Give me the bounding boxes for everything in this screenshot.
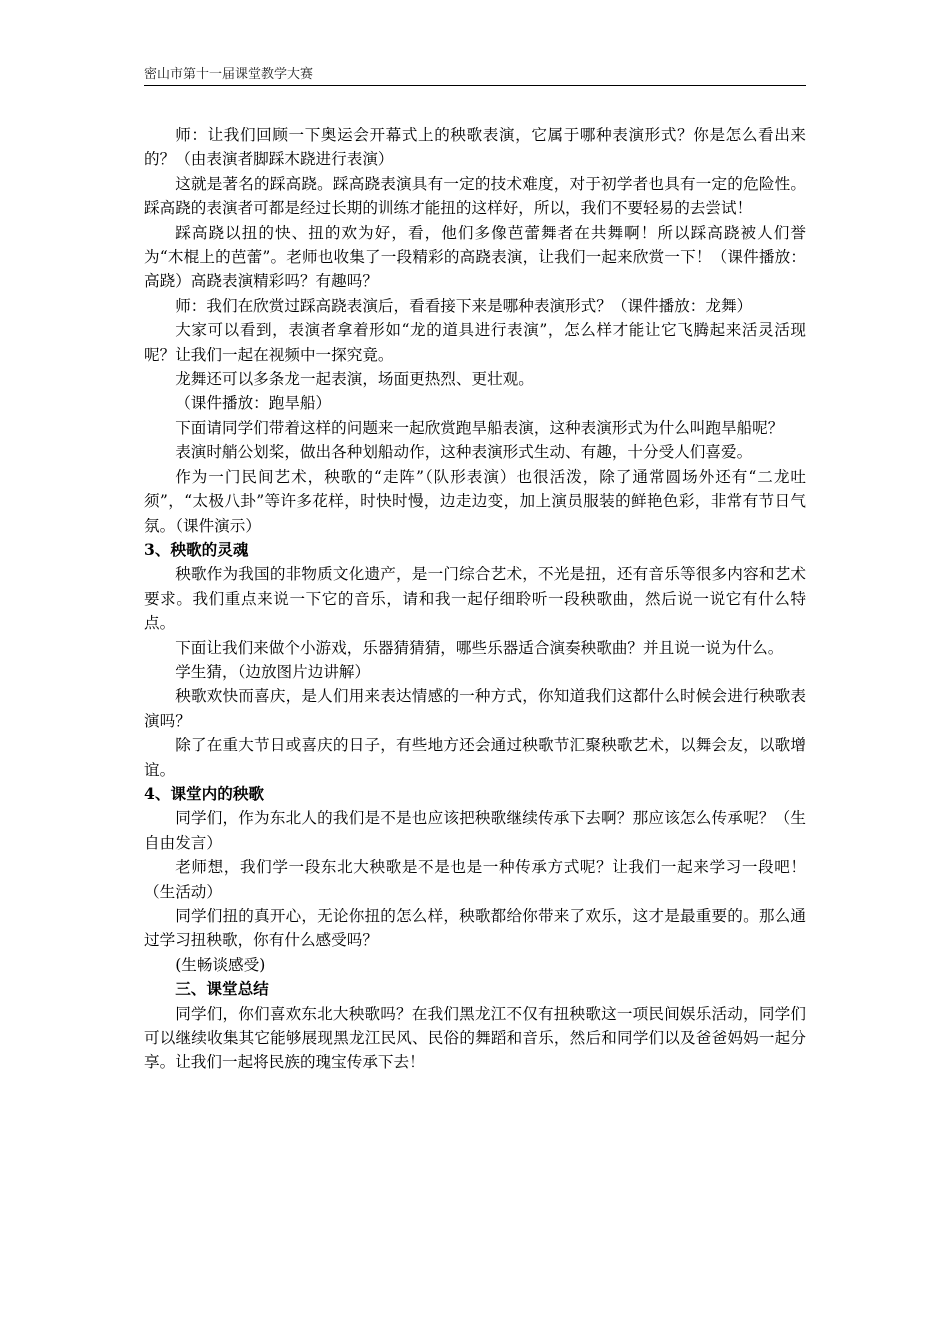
paragraph: 表演时艄公划桨，做出各种划船动作，这种表演形式生动、有趣，十分受人们喜爱。 bbox=[175, 443, 753, 462]
paragraph: 同学们，你们喜欢东北大秧歌吗？在我们黑龙江不仅有扭秧歌这一项民间娱乐活动，同学们可以继续收集其它能够展现黑龙江民风、民俗的舞蹈和音乐，然后和同学们以及爸爸妈妈一起分享。让我们一起将民族的瑰宝传承下去！ bbox=[144, 1004, 806, 1072]
paragraph: 同学们，作为东北人的我们是不是也应该把秧歌继续传承下去啊？那应该怎么传承呢？（生自由发言） bbox=[144, 809, 806, 852]
page-header: 密山市第十一届课堂教学大赛 bbox=[144, 67, 314, 82]
paragraph: (生畅谈感受) bbox=[175, 955, 266, 974]
paragraph: 同学们扭的真开心，无论你扭的怎么样，秧歌都给你带来了欢乐，这才是最重要的。那么通过学习扭秧歌，你有什么感受吗？ bbox=[144, 907, 806, 950]
paragraph: 这就是著名的踩高跷。踩高跷表演具有一定的技术难度，对于初学者也具有一定的危险性。踩高跷的表演者可都是经过长期的训练才能扭的这样好，所以，我们不要轻易的去尝试！ bbox=[144, 174, 806, 218]
paragraph: 秧歌作为我国的非物质文化遗产，是一门综合艺术，不光是扭，还有音乐等很多内容和艺术要求。我们重点来说一下它的音乐，请和我一起仔细聆听一段秧歌曲，然后说一说它有什么特点。 bbox=[144, 565, 806, 633]
paragraph: 大家可以看到，表演者拿着形如“龙的道具进行表演”，怎么样才能让它飞腾起来活灵活现呢？让我们一起在视频中一探究竟。 bbox=[144, 321, 806, 364]
paragraph: 秧歌欢快而喜庆，是人们用来表达情感的一种方式，你知道我们这都什么时候会进行秧歌表演吗？ bbox=[144, 687, 806, 730]
paragraph: （课件播放：跑旱船） bbox=[175, 394, 332, 413]
document-body bbox=[144, 123, 806, 1075]
paragraph: 下面请同学们带着这样的问题来一起欣赏跑旱船表演，这种表演形式为什么叫跑旱船呢？ bbox=[175, 418, 784, 437]
header-divider bbox=[144, 85, 806, 86]
paragraph: 学生猜，（边放图片边讲解） bbox=[175, 662, 371, 681]
paragraph: 踩高跷以扭的快、扭的欢为好，看，他们多像芭蕾舞者在共舞啊！所以踩高跷被人们誉为“木棍上的芭蕾”。老师也收集了一段精彩的高跷表演，让我们一起来欣赏一下！（课件播放：高跷）高跷表演精彩吗？有趣吗？ bbox=[144, 223, 806, 291]
paragraph: 老师想，我们学一段东北大秧歌是不是也是一种传承方式呢？让我们一起来学习一段吧！（生活动） bbox=[144, 858, 806, 901]
paragraph: 师：让我们回顾一下奥运会开幕式上的秧歌表演，它属于哪种表演形式？你是怎么看出来的？（由表演者脚踩木跷进行表演） bbox=[144, 126, 806, 169]
section-heading: 三、课堂总结 bbox=[175, 979, 269, 999]
paragraph: 师：我们在欣赏过踩高跷表演后，看看接下来是哪种表演形式？（课件播放：龙舞） bbox=[175, 296, 753, 315]
paragraph: 下面让我们来做个小游戏，乐器猜猜猜，哪些乐器适合演奏秧歌曲？并且说一说为什么。 bbox=[175, 638, 784, 657]
section-heading: 4、课堂内的秧歌 bbox=[144, 783, 265, 803]
paragraph: 龙舞还可以多条龙一起表演，场面更热烈、更壮观。 bbox=[175, 370, 534, 389]
paragraph: 作为一门民间艺术，秧歌的“走阵”（队形表演）也很活泼，除了通常圆场外还有“二龙吐须”，“太极八卦”等许多花样，时快时慢，边走边变，加上演员服装的鲜艳色彩，非常有节日气氛。（课件演示） bbox=[144, 467, 806, 535]
paragraph: 除了在重大节日或喜庆的日子，有些地方还会通过秧歌节汇聚秧歌艺术，以舞会友，以歌增谊。 bbox=[144, 736, 806, 779]
section-heading: 3、秧歌的灵魂 bbox=[144, 539, 249, 559]
